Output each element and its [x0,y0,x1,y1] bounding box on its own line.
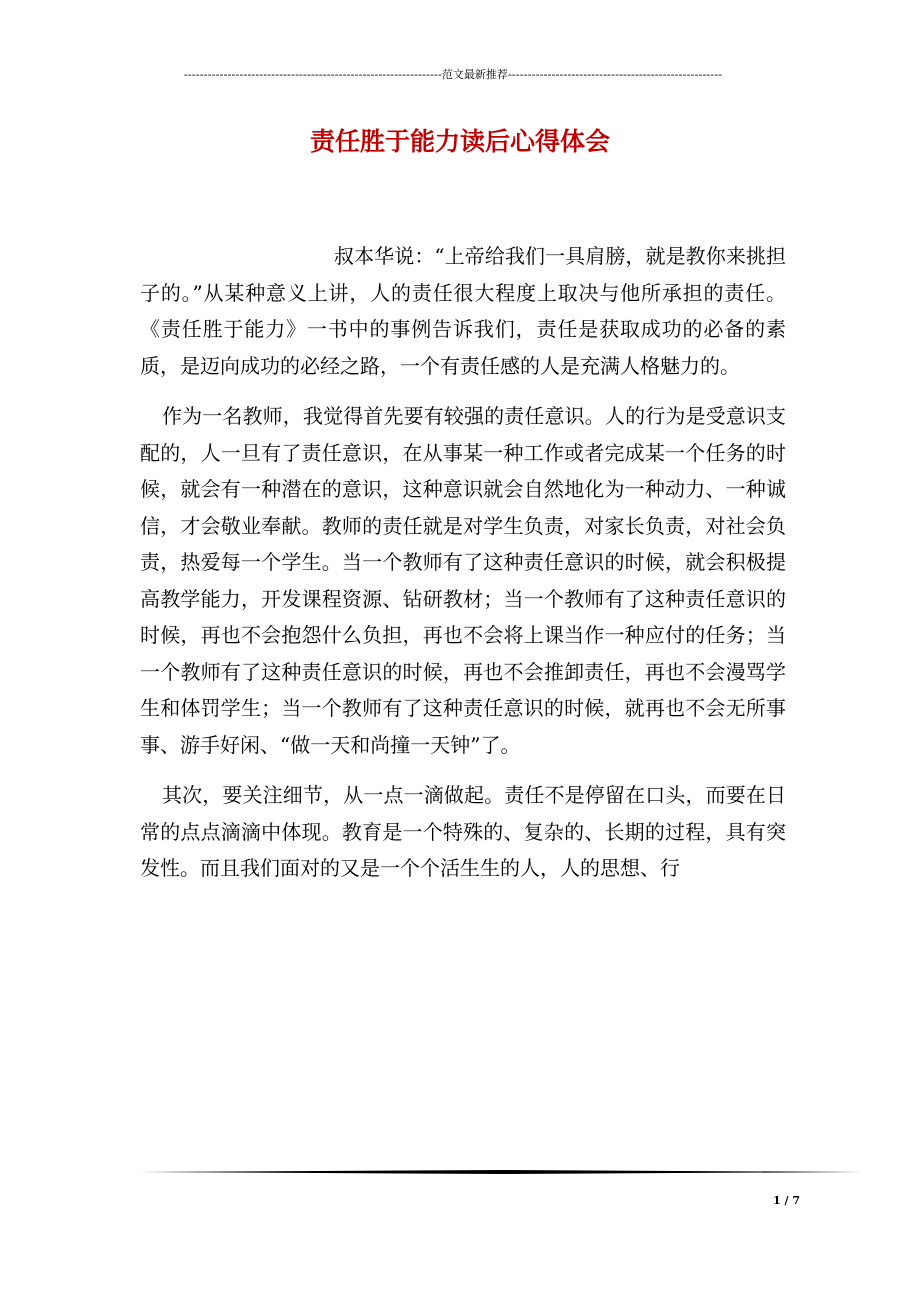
footer-divider [140,1170,864,1174]
paragraph-1: 叔本华说：“上帝给我们一具肩膀，就是教你来挑担子的。”从某种意义上讲，人的责任很大程度上取决与他所承担的责任。《责任胜于能力》一书中的事例告诉我们，责任是获取成功的必备的素质，是迈向成功的必经之路，一个有责任感的人是充满人格魅力的。 [140,244,786,378]
paragraph-3: 其次，要关注细节，从一点一滴做起。责任不是停留在口头，而要在日常的点点滴滴中体现。教育是一个特殊的、复杂的、长期的过程，具有突发性。而且我们面对的又是一个个活生生的人，人的思想、行 [140,783,786,880]
paragraph-2: 作为一名教师，我觉得首先要有较强的责任意识。人的行为是受意识支配的，人一旦有了责任意识，在从事某一种工作或者完成某一个任务的时候，就会有一种潜在的意识，这种意识就会自然地化为一种动力、一种诚信，才会敬业奉献。教师的责任就是对学生负责，对家长负责，对社会负责，热爱每一个学生。当一个教师有了这种责任意识的时候，就会积极提高教学能力，开发课程资源、钻研教材；当一个教师有了这种责任意识的时候，再也不会抱怨什么负担，再也不会将上课当作一种应付的任务；当一个教师有了这种责任意识的时候，再也不会推卸责任，再也不会漫骂学生和体罚学生；当一个教师有了这种责任意识的时候，就再也不会无所事事、游手好闲、“做一天和尚撞一天钟”了。 [140,404,786,757]
page-header-banner: -----------------------------------------------------------------范文最新推荐------------------------------------------------------ [183,68,723,81]
document-body [140,238,786,901]
document-title: 责任胜于能力读后心得体会 [309,127,610,156]
page-number: 1 / 7 [773,1194,800,1207]
